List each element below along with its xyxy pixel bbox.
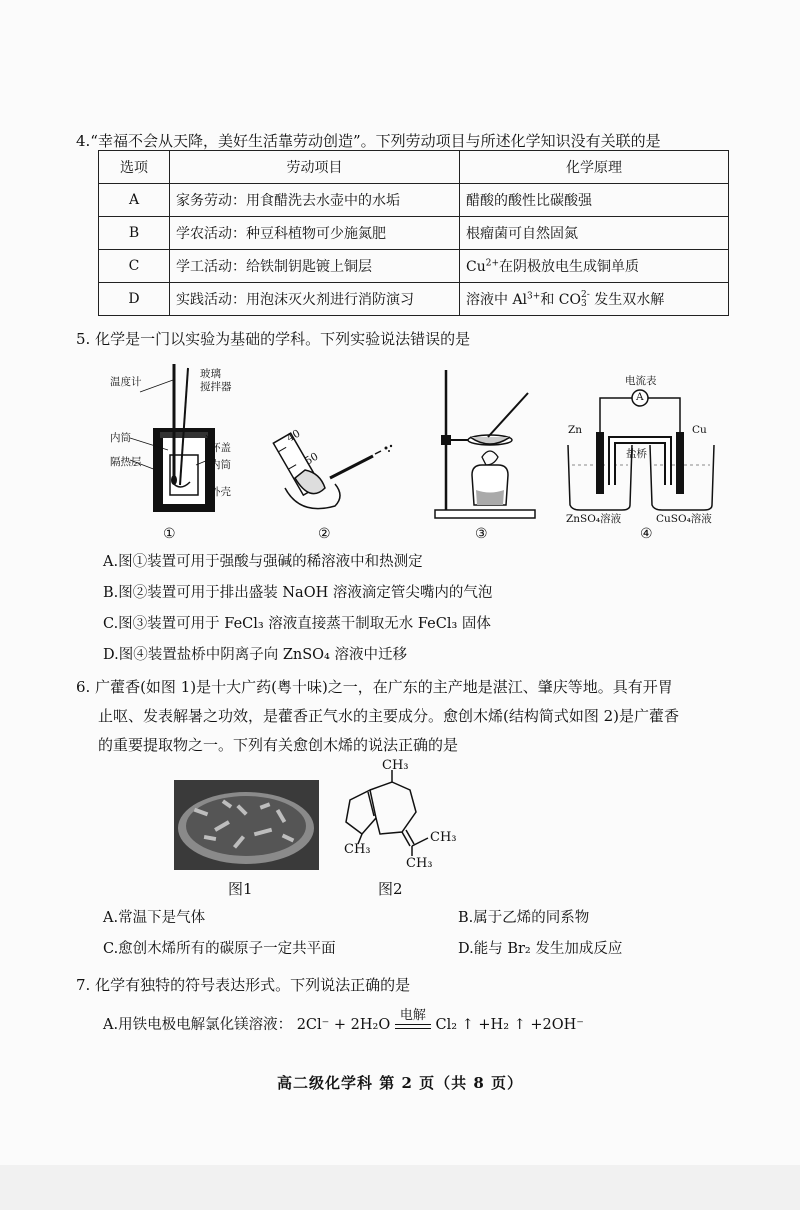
table-row [99, 250, 729, 283]
table-row [99, 184, 729, 217]
calorimeter-figure [110, 360, 240, 535]
equation-condition: 电解 [399, 1008, 426, 1023]
chem-principle: $Cu^{2+}$在阴极放电生成铜单质 [460, 250, 729, 283]
chem-principle: 根瘤菌可自然固氮 [460, 217, 729, 250]
page-footer: 高二级化学科 第 2 页（共 8 页） [277, 1074, 523, 1092]
figure-number-4: ④ [640, 526, 653, 542]
evaporation-figure [430, 365, 540, 525]
q6-option-b: B.属于乙烯的同系物 [458, 910, 590, 926]
q6-option-d: D.能与 Br₂ 发生加成反应 [458, 941, 623, 957]
burette-figure [265, 418, 405, 518]
label-znso4: ZnSO₄溶液 [566, 513, 622, 525]
q6-line-2: 止呕、发表解暑之功效，是藿香正气水的主要成分。愈创木烯(结构简式如图 2)是广藿香 [98, 707, 680, 725]
equation-left: 2Cl⁻ + 2H₂O [296, 1017, 391, 1033]
q5-option-a: A.图①装置可用于强酸与强碱的稀溶液中和热测定 [103, 554, 423, 570]
equation-right: Cl₂ ↑ +H₂ ↑ +2OH⁻ [435, 1017, 584, 1033]
figure-number-3: ③ [475, 526, 488, 542]
labor-item: 家务劳动：用食醋洗去水壶中的水垢 [170, 184, 460, 217]
label-cuso4: CuSO₄溶液 [656, 513, 712, 525]
q6-line-3: 的重要提取物之一。下列有关愈创木烯的说法正确的是 [98, 736, 459, 754]
ch3-right-1: CH₃ [430, 830, 457, 845]
option-letter: A [99, 184, 170, 217]
q4-stem: 4.“幸福不会从天降，美好生活靠劳动创造”。下列劳动项目与所述化学知识没有关联的是 [76, 132, 661, 150]
option-letter: C [99, 250, 170, 283]
label-stirrer-1: 玻璃 [200, 368, 221, 380]
chem-principle: 溶液中 $Al^{3+}$和 CO 2- 3 发生双水解 [460, 283, 729, 316]
ch3-left: CH₃ [344, 842, 371, 857]
q4-table [98, 150, 729, 316]
label-ammeter: 电流表 [625, 375, 657, 387]
figure-number-2: ② [318, 526, 331, 542]
table-header: 劳动项目 [170, 151, 460, 184]
ammeter-symbol: A [636, 391, 644, 403]
label-inner-left: 内筒 [110, 432, 131, 444]
label-insulation: 隔热层 [110, 456, 142, 468]
fig1-caption: 图1 [228, 880, 253, 898]
q7-option-a [103, 1008, 584, 1035]
equation-arrow [395, 1008, 431, 1029]
table-row [99, 283, 729, 316]
q5-option-d: D.图④装置盐桥中阴离子向 ZnSO₄ 溶液中迁移 [103, 647, 407, 663]
guaiene-structure [330, 760, 480, 875]
label-lid: 杯盖 [210, 442, 231, 454]
q7-stem: 7. 化学有独特的符号表达形式。下列说法正确的是 [76, 976, 411, 994]
ch3-right-2: CH₃ [406, 856, 433, 871]
label-thermometer: 温度计 [110, 376, 142, 388]
option-letter: B [99, 217, 170, 250]
table-header-row [99, 151, 729, 184]
table-header: 选项 [99, 151, 170, 184]
chem-principle: 醋酸的酸性比碳酸强 [460, 184, 729, 217]
figure-number-1: ① [163, 526, 176, 542]
table-row [99, 217, 729, 250]
option-letter: D [99, 283, 170, 316]
label-stirrer-2: 搅拌器 [200, 381, 232, 393]
label-zn: Zn [568, 424, 583, 436]
q6-line-1: 6. 广藿香(如图 1)是十大广药(粤十味)之一，在广东的主产地是湛江、肇庆等地。具有开胃 [76, 678, 673, 696]
labor-item: 学工活动：给铁制钥匙镀上铜层 [170, 250, 460, 283]
label-cu: Cu [692, 424, 707, 436]
table-header: 化学原理 [460, 151, 729, 184]
patchouli-photo [174, 780, 319, 870]
q5-option-b: B.图②装置可用于排出盛装 NaOH 溶液滴定管尖嘴内的气泡 [103, 585, 493, 601]
ch3-top: CH₃ [382, 758, 409, 773]
fig2-caption: 图2 [378, 880, 403, 898]
tick-40: 40 [284, 427, 303, 445]
patchouli-photo-drawing [174, 780, 319, 870]
label-shell: 外壳 [210, 486, 231, 498]
evaporation-drawing [430, 365, 540, 525]
guaiene-structure-drawing [330, 760, 480, 875]
tick-50: 50 [302, 450, 321, 468]
q5-stem: 5. 化学是一门以实验为基础的学科。下列实验说法错误的是 [76, 330, 471, 348]
bottom-margin [0, 1165, 800, 1210]
q6-option-c: C.愈创木烯所有的碳原子一定共平面 [103, 941, 336, 957]
q6-option-a: A.常温下是气体 [103, 910, 206, 926]
label-inner-right: 内筒 [210, 459, 231, 471]
galvanic-cell-figure [560, 370, 730, 525]
label-salt-bridge: 盐桥 [626, 448, 647, 460]
labor-item: 学农活动：种豆科植物可少施氮肥 [170, 217, 460, 250]
q7-option-a-prefix: A.用铁电极电解氯化镁溶液： [103, 1017, 293, 1033]
labor-item: 实践活动：用泡沫灭火剂进行消防演习 [170, 283, 460, 316]
q5-option-c: C.图③装置可用于 FeCl₃ 溶液直接蒸干制取无水 FeCl₃ 固体 [103, 616, 491, 632]
